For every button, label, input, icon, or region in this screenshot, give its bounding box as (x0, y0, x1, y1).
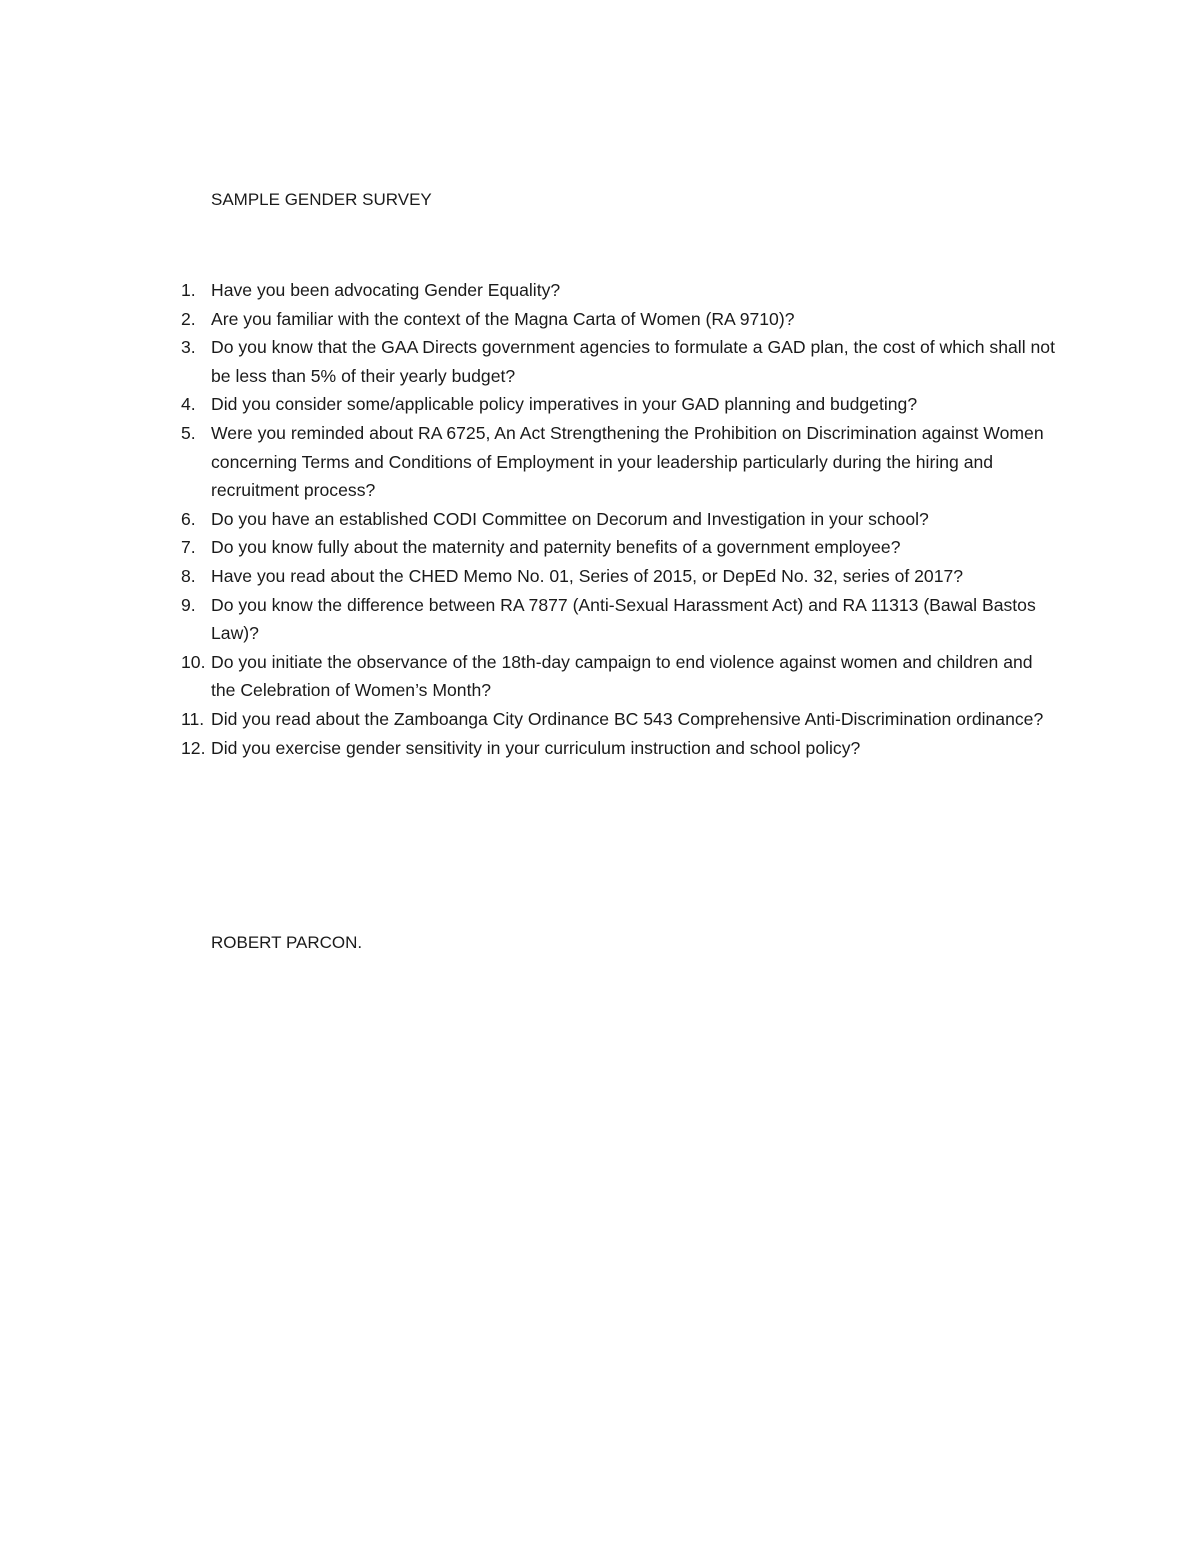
question-number-label: 3. (181, 337, 196, 358)
list-item (172, 734, 1072, 763)
question-number-label: 6. (181, 508, 196, 529)
question-number-label: 11. (181, 708, 205, 729)
question-text: Did you exercise gender sensitivity in your curriculum instruction and school policy? (211, 737, 861, 758)
question-number (172, 276, 211, 305)
question-list (172, 276, 1072, 762)
question-number (172, 562, 211, 591)
question-text: Do you initiate the observance of the 18th-day campaign to end violence against women and children and the Celebration of Women’s Month? (211, 651, 1033, 701)
list-item (172, 419, 1072, 505)
question-text: Are you familiar with the context of the Magna Carta of Women (RA 9710)? (211, 308, 795, 329)
question-number-label: 1. (181, 280, 196, 300)
list-item (172, 591, 1072, 648)
list-item (172, 648, 1072, 705)
question-number-label: 7. (181, 537, 196, 558)
question-text: Do you know that the GAA Directs government agencies to formulate a GAD plan, the cost of which shall not be less than 5% of their yearly budget? (211, 337, 1055, 386)
question-number (172, 591, 211, 648)
question-number-label: 4. (181, 394, 196, 415)
question-text: Do you have an established CODI Committee on Decorum and Investigation in your school? (211, 508, 929, 529)
list-item (172, 333, 1072, 390)
list-item (172, 533, 1072, 562)
list-item (172, 276, 1072, 305)
question-number (172, 305, 211, 334)
question-text: Have you been advocating Gender Equality? (211, 280, 561, 300)
question-text: Have you read about the CHED Memo No. 01, Series of 2015, or DepEd No. 32, series of 2017? (211, 565, 964, 586)
question-number-label: 10. (181, 651, 206, 672)
question-number (172, 390, 211, 419)
list-item (172, 705, 1072, 734)
question-number-label: 2. (181, 308, 196, 329)
question-text: Do you know the difference between RA 7877 (Anti-Sexual Harassment Act) and RA 11313 (Bawal Bastos Law)? (211, 594, 1036, 644)
question-number (172, 705, 211, 734)
question-number (172, 419, 211, 505)
question-text: Did you consider some/applicable policy imperatives in your GAD planning and budgeting? (211, 394, 918, 415)
question-number (172, 533, 211, 562)
question-number (172, 648, 211, 705)
question-text: Do you know fully about the maternity and paternity benefits of a government employee? (211, 537, 901, 558)
question-number-label: 5. (181, 422, 196, 443)
question-number-label: 12. (181, 737, 206, 758)
signature-name: ROBERT PARCON. (211, 933, 363, 952)
question-number (172, 734, 211, 763)
list-item (172, 305, 1072, 334)
question-number-label: 9. (181, 594, 196, 615)
list-item (172, 390, 1072, 419)
list-item (172, 562, 1072, 591)
question-number (172, 333, 211, 390)
page-title: SAMPLE GENDER SURVEY (211, 190, 432, 209)
list-item (172, 505, 1072, 534)
question-text: Did you read about the Zamboanga City Ordinance BC 543 Comprehensive Anti-Discrimination ordinance? (211, 708, 1044, 729)
question-number (172, 505, 211, 534)
question-text: Were you reminded about RA 6725, An Act Strengthening the Prohibition on Discrimination against Women concerning Terms and Conditions of Employment in your leadership particularly during the hiring and recruitment process? (211, 422, 1044, 501)
question-number-label: 8. (181, 565, 196, 586)
